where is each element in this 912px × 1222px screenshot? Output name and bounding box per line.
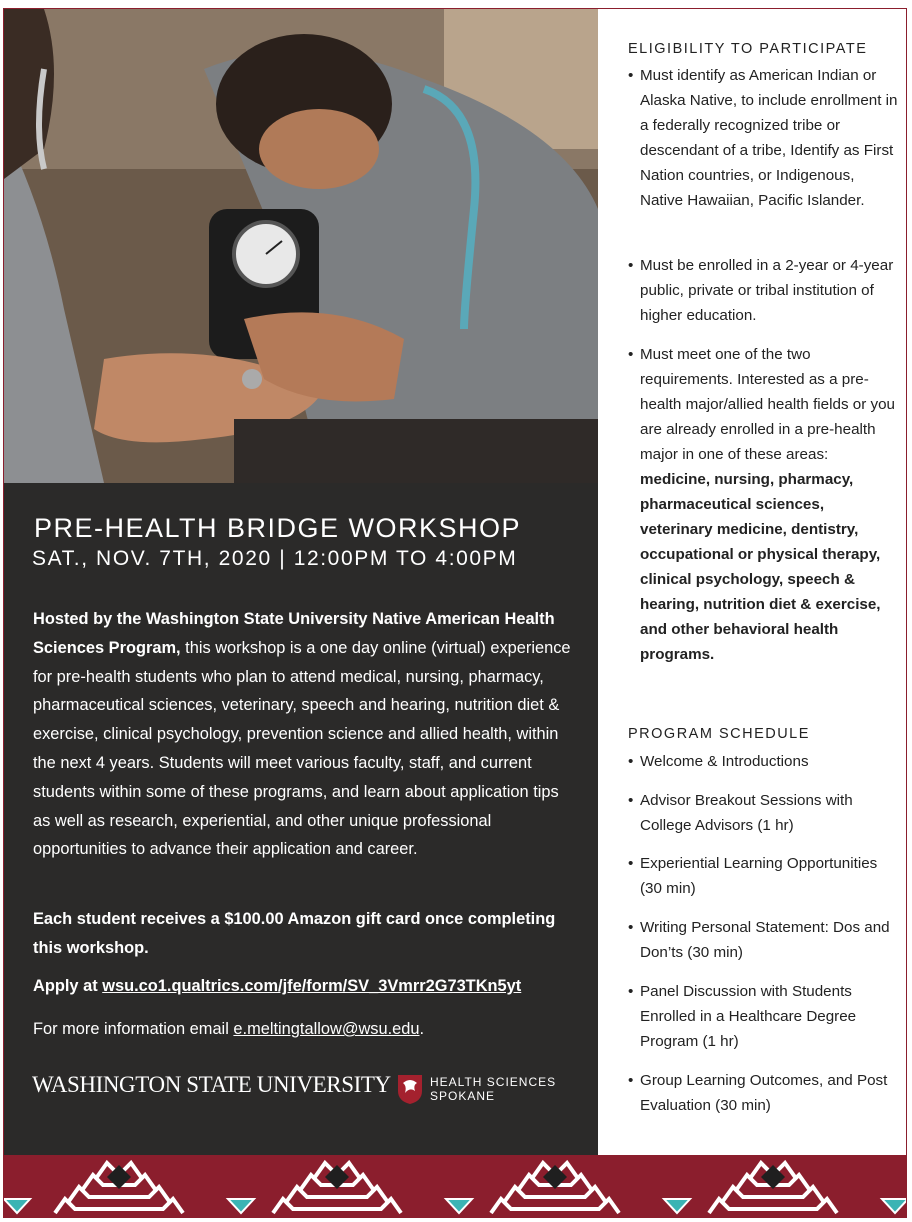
apply-label: Apply at [33,977,103,995]
bullet: • [628,919,634,936]
unit-line-1: HEALTH SCIENCES [430,1075,557,1089]
schedule-item [628,788,898,838]
bullet: • [628,983,634,1000]
description-text: this workshop is a one day online (virtual) experience for pre-health students who plan to attend medical, nursing, pharmacy, pharmaceutical sciences, veterinary, speech and hearing, nutrition diet & exercise, clinical psychology, prevention science and allied health, within the next 4 years. Students will meet various faculty, staff, and current students within some of these programs, and learn about application tips as well as research, experiential, and other unique professional opportunities to advance their application and career. [33,638,571,859]
bullet: • [628,792,634,809]
university-wordmark: WASHINGTON STATE UNIVERSITY [32,1072,391,1097]
unit-line-2: SPOKANE [430,1089,496,1103]
workshop-title: PRE-HEALTH BRIDGE WORKSHOP [34,513,522,543]
schedule-item [628,979,898,1054]
bullet: • [628,67,634,84]
schedule-item [628,749,898,774]
schedule-text: Advisor Breakout Sessions with College Advisors (1 hr) [640,792,853,834]
apply-line [33,977,521,996]
bullet: • [628,855,634,872]
contact-line [33,1020,424,1039]
contact-label: For more information email [33,1020,234,1038]
schedule-item [628,1068,898,1118]
bullet: • [628,1072,634,1089]
unit-name [430,1075,556,1103]
native-pattern-border [4,1155,906,1217]
bullet: • [628,346,634,363]
eligibility-text: Must identify as American Indian or Alaska Native, to include enrollment in a federally recognized tribe or descendant of a tribe, Identify as First Nation countries, or Indigenous, Native Hawaiian, Pacific Islander. [640,67,898,209]
host-statement: Hosted by the Washington State University Native American Health Sciences Program, [33,610,555,657]
eligible-areas: medicine, nursing, pharmacy, pharmaceutical sciences, veterinary medicine, dentistry, occupational or physical therapy, clinical psychology, speech & hearing, nutrition diet & exercise, and other behavioral health programs. [640,471,881,663]
schedule-heading: PROGRAM SCHEDULE [628,726,810,742]
schedule-item [628,851,898,901]
bullet: • [628,753,634,770]
schedule-text: Panel Discussion with Students Enrolled in a Healthcare Degree Program (1 hr) [640,983,857,1050]
eligibility-item [628,342,898,667]
schedule-text: Experiential Learning Opportunities (30 min) [640,855,878,897]
workshop-datetime: SAT., NOV. 7TH, 2020 | 12:00PM TO 4:00PM [32,547,518,570]
gift-card-note: Each student receives a $100.00 Amazon gift card once completing this workshop. [33,910,556,957]
schedule-text: Group Learning Outcomes, and Post Evaluation (30 min) [640,1072,888,1114]
contact-period: . [419,1020,425,1038]
eligibility-text [628,342,898,667]
schedule-text: Writing Personal Statement: Dos and Don’ts (30 min) [640,919,890,961]
eligibility-item [628,63,898,213]
right-column [598,9,906,1155]
eligibility-heading: ELIGIBILITY TO PARTICIPATE [628,41,868,57]
eligibility-text: Must be enrolled in a 2-year or 4-year public, private or tribal institution of higher education. [640,257,894,324]
schedule-text: Welcome & Introductions [640,753,809,770]
contact-email-link[interactable]: e.meltingtallow@wsu.edu [233,1020,420,1038]
requirement-text: Must meet one of the two requirements. Interested as a pre-health major/allied health fields or you are already enrolled in a pre-health major in one of these areas: [640,346,895,463]
workshop-info-panel [4,483,598,1155]
schedule-item [628,915,898,965]
wsu-cougar-logo [396,1073,424,1105]
bullet: • [628,257,634,274]
apply-link[interactable]: wsu.co1.qualtrics.com/jfe/form/SV_3Vmrr2G73TKn5yt [102,977,522,995]
eligibility-item [628,253,898,328]
students-blood-pressure-photo [4,9,598,483]
workshop-description [33,605,578,864]
